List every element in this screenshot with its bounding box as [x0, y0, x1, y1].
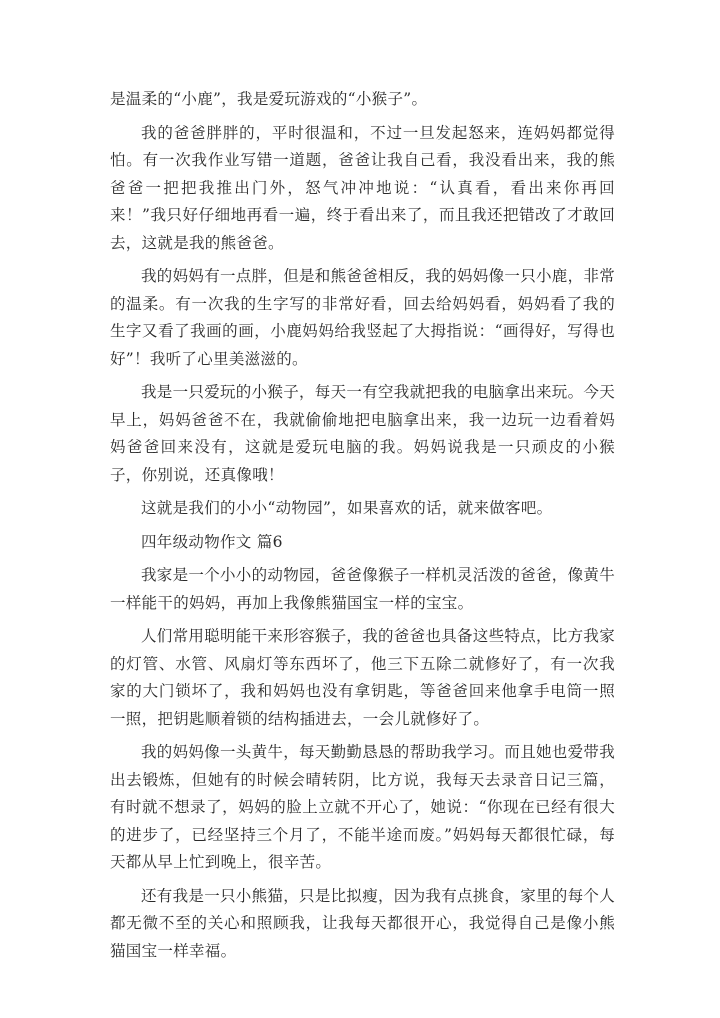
- paragraph: 是温柔的“小鹿”，我是爱玩游戏的“小猴子”。: [110, 90, 428, 108]
- paragraph: 我家是一个小小的动物园，爸爸像猴子一样机灵活泼的爸爸，像黄牛一样能干的妈妈，再加上我像熊猫国宝一样的宝宝。: [110, 566, 616, 612]
- paragraph: 这就是我们的小小“动物园”，如果喜欢的话，就来做客吧。: [141, 499, 553, 517]
- paragraph: 我是一只爱玩的小猴子，每天一有空我就把我的电脑拿出来玩。今天早上，妈妈爸爸不在，我就偷偷地把电脑拿出来，我一边玩一边看着妈妈爸爸回来没有，这就是爱玩电脑的我。妈妈说我是一只顽皮的小猴子，你别说，还真像哦！: [110, 383, 616, 484]
- paragraph: 还有我是一只小熊猫，只是比拟瘦，因为我有点挑食，家里的每个人都无微不至的关心和照顾我，让我每天都很开心，我觉得自己是像小熊猫国宝一样幸福。: [110, 886, 616, 960]
- section-title: 四年级动物作文 篇6: [141, 532, 283, 551]
- paragraph: 我的妈妈有一点胖，但是和熊爸爸相反，我的妈妈像一只小鹿，非常的温柔。有一次我的生字写的非常好看，回去给妈妈看，妈妈看了我的生字又看了我画的画，小鹿妈妈给我竖起了大拇指说：“画得好，写得也好”！我听了心里美滋滋的。: [110, 267, 616, 368]
- paragraph: 我的爸爸胖胖的，平时很温和，不过一旦发起怒来，连妈妈都觉得怕。有一次我作业写错一道题，爸爸让我自己看，我没看出来，我的熊爸爸一把把我推出门外，怒气冲冲地说：“认真看，看出来你再回来！”我只好仔细地再看一遍，终于看出来了，而且我还把错改了才敢回去，这就是我的熊爸爸。: [110, 123, 615, 252]
- paragraph: 我的妈妈像一头黄牛，每天勤勤恳恳的帮助我学习。而且她也爱带我出去锻炼，但她有的时候会晴转阴，比方说，我每天去录音日记三篇，有时就不想录了，妈妈的脸上立就不开心了，她说：“你现在已经有很大的进步了，已经坚持三个月了，不能半途而废。”妈妈每天都很忙碌，每天都从早上忙到晚上，很辛苦。: [110, 743, 616, 871]
- document-body: [110, 86, 615, 971]
- paragraph: 人们常用聪明能干来形容猴子，我的爸爸也具备这些特点，比方我家的灯管、水管、风扇灯等东西坏了，他三下五除二就修好了，有一次我家的大门锁坏了，我和妈妈也没有拿钥匙，等爸爸回来他拿手电筒一照一照，把钥匙顺着锁的结构插进去，一会儿就修好了。: [110, 627, 616, 728]
